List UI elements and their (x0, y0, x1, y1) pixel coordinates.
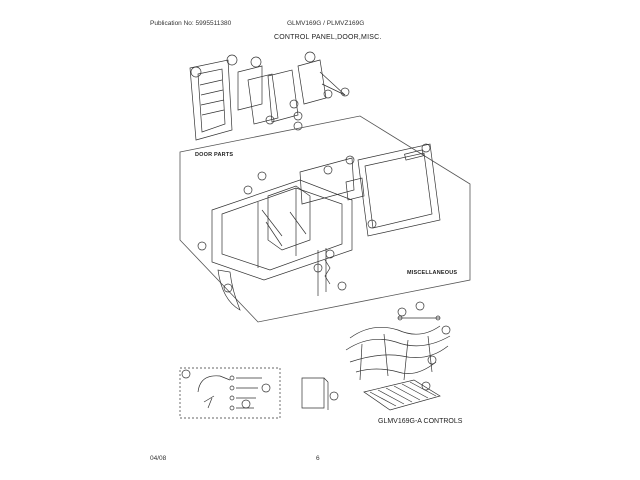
door-assembly (212, 158, 354, 310)
hardware-kit (180, 368, 280, 418)
publication-number: Publication No: 5995511380 (150, 20, 232, 27)
wire-harness (346, 302, 450, 380)
miscellaneous-label: MISCELLANEOUS (407, 270, 458, 276)
door-parts-label: DOOR PARTS (195, 152, 234, 158)
model-numbers: GLMV169G / PLMVZ169G (287, 20, 365, 27)
oven-rack (364, 380, 440, 410)
door-callouts (198, 144, 430, 292)
section-title: CONTROL PANEL,DOOR,MISC. (274, 34, 382, 41)
footer-date: 04/08 (150, 455, 167, 462)
control-panel-group (190, 52, 349, 140)
door-window-panel (346, 144, 440, 236)
controls-label: GLMV169G-A CONTROLS (378, 418, 463, 425)
owner-manual (302, 378, 338, 410)
page-number: 6 (316, 455, 320, 462)
